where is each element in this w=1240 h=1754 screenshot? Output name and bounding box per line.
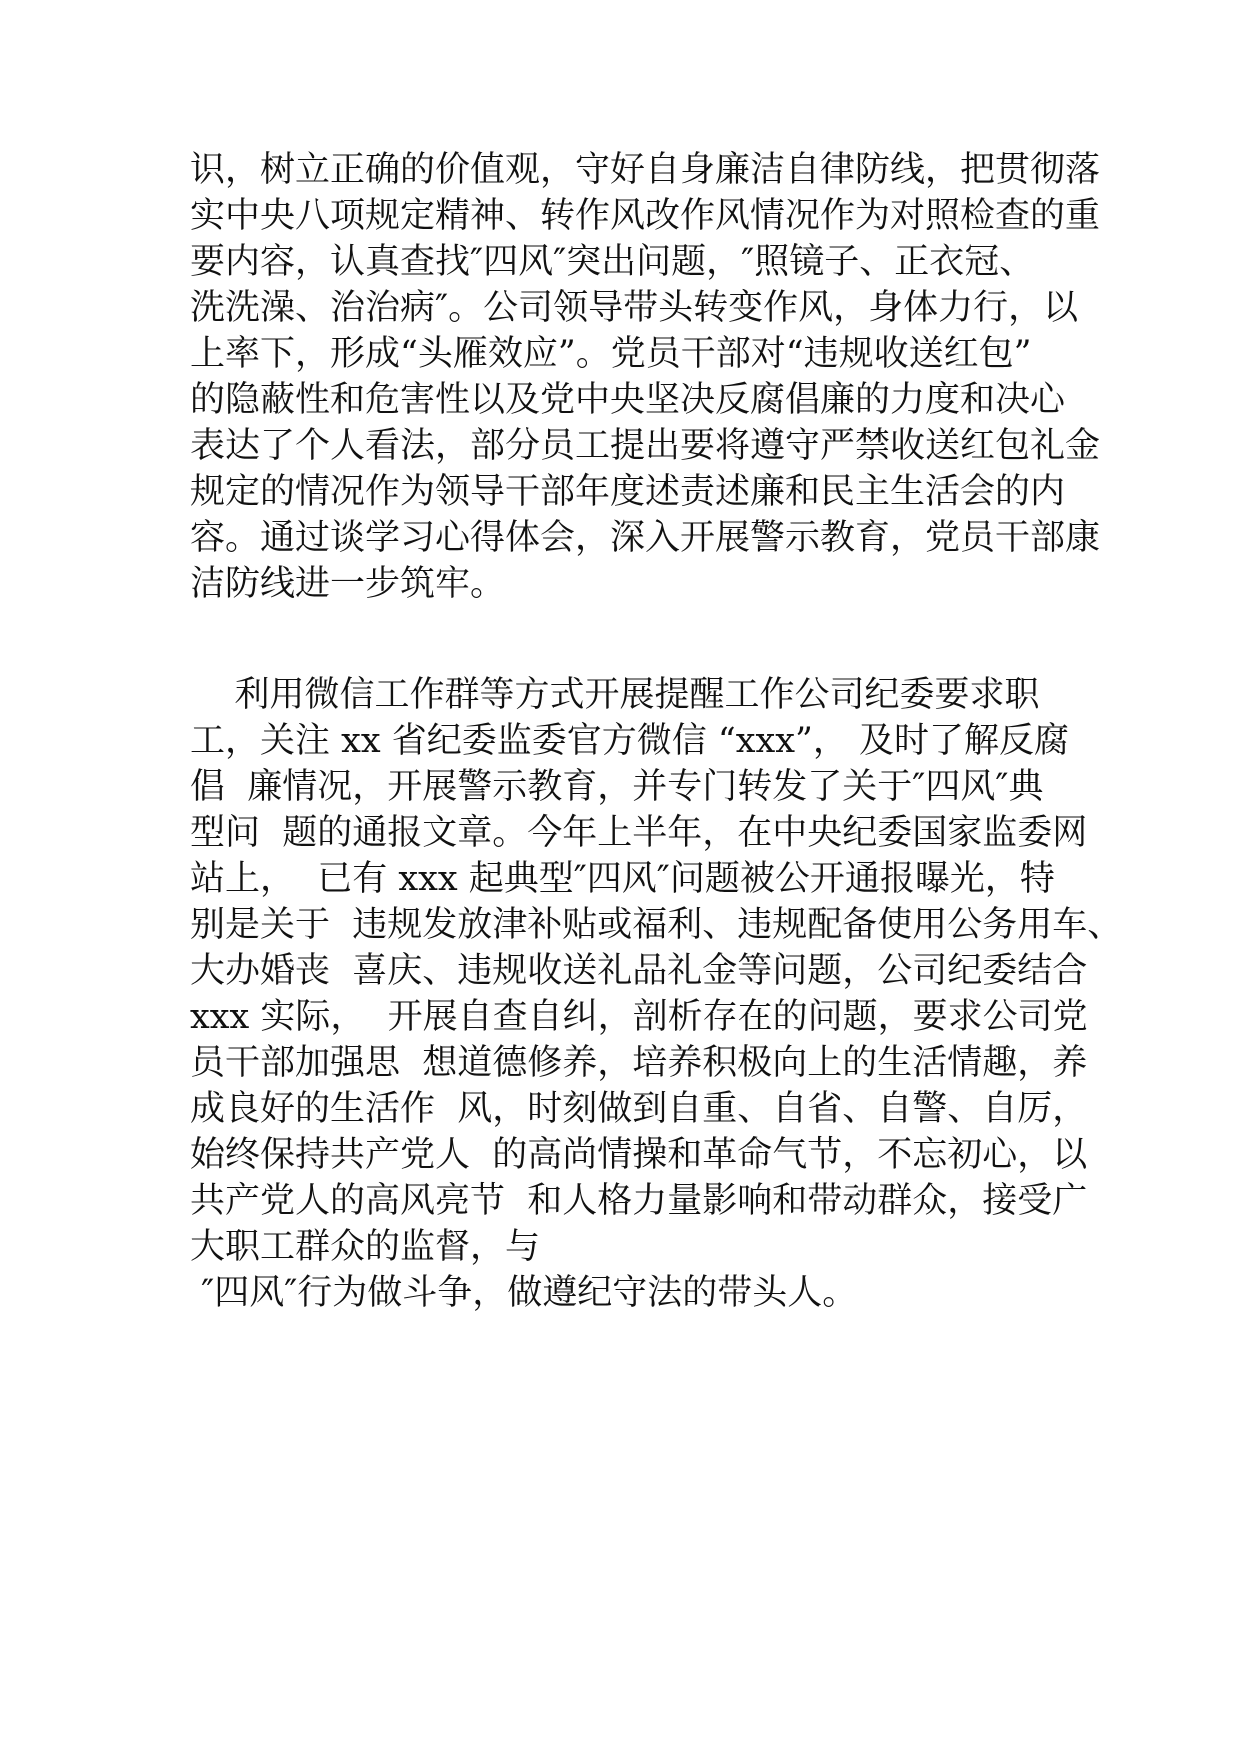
text-line: 洗洗澡、治治病″。公司领导带头转变作风，身体力行，以 (190, 288, 1079, 328)
text-line: ″四风″行为做斗争，做遵纪守法的带头人。 (190, 1273, 858, 1313)
text-line: 大职工群众的监督，与 (190, 1227, 541, 1267)
text-line: 上率下，形成“头雁效应”。党员干部对“违规收送红包” (190, 334, 1032, 374)
text-line: 容。通过谈学习心得体会，深入开展警示教育，党员干部康 (190, 518, 1101, 558)
text-line: 洁防线进一步筑牢。 (190, 564, 506, 604)
text-line: 工，关注 xx 省纪委监委官方微信 “xxx”， 及时了解反腐 (190, 721, 1069, 761)
text-line: 员干部加强思 想道德修养，培养积极向上的生活情趣，养 (190, 1043, 1088, 1083)
text-line: 实中央八项规定精神、转作风改作风情况作为对照检查的重 (190, 196, 1101, 236)
text-line: 利用微信工作群等方式开展提醒工作公司纪委要求职 (190, 675, 1040, 715)
text-line: 的隐蔽性和危害性以及党中央坚决反腐倡廉的力度和决心 (190, 380, 1066, 420)
text-line: 站上， 已有 xxx 起典型″四风″问题被公开通报曝光，特 (190, 859, 1055, 899)
text-line: 识，树立正确的价值观，守好自身廉洁自律防线，把贯彻落 (190, 150, 1101, 190)
text-line: 型问 题的通报文章。今年上半年，在中央纪委国家监委网 (190, 813, 1088, 853)
text-line: 表达了个人看法，部分员工提出要将遵守严禁收送红包礼金 (190, 426, 1101, 466)
text-line: 大办婚丧 喜庆、违规收送礼品礼金等问题，公司纪委结合 (190, 951, 1088, 991)
text-line: 要内容，认真查找″四风″突出问题，″照镜子、正衣冠、 (190, 242, 1035, 282)
text-line: xxx 实际， 开展自查自纠，剖析存在的问题，要求公司党 (190, 997, 1088, 1037)
text-line: 共产党人的高风亮节 和人格力量影响和带动群众，接受广 (190, 1181, 1088, 1221)
text-line: 倡 廉情况，开展警示教育，并专门转发了关于″四风″典 (190, 767, 1044, 807)
text-line: 成良好的生活作 风，时刻做到自重、自省、自警、自厉， (190, 1089, 1088, 1129)
text-line: 始终保持共产党人 的高尚情操和革命气节，不忘初心，以 (190, 1135, 1088, 1175)
text-line: 规定的情况作为领导干部年度述责述廉和民主生活会的内 (190, 472, 1066, 512)
text-line: 别是关于 违规发放津补贴或福利、违规配备使用公务用车、 (190, 905, 1123, 945)
